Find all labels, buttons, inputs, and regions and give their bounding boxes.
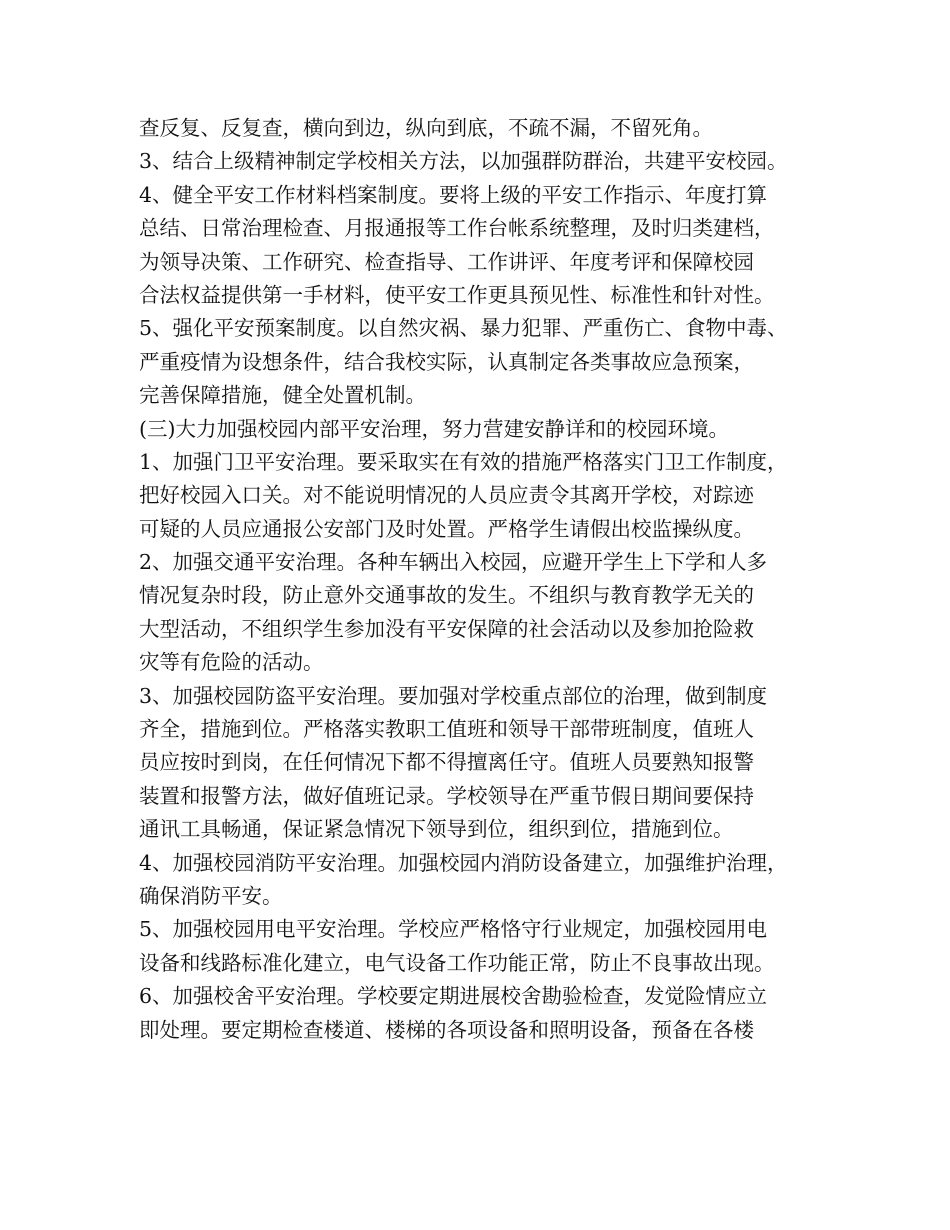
text-line: 3、结合上级精神制定学校相关方法，以加强群防群治，共建平安校园。 <box>139 149 788 174</box>
text-line: 可疑的人员应通报公安部门及时处置。严格学生请假出校监操纵度。 <box>139 516 754 541</box>
text-line: 1、加强门卫平安治理。要采取实在有效的措施严格落实门卫工作制度， <box>139 449 788 474</box>
text-line: 情况复杂时段，防止意外交通事故的发生。不组织与教育教学无关的 <box>139 583 754 608</box>
text-line: 5、强化平安预案制度。以自然灾祸、暴力犯罪、严重伤亡、食物中毒、 <box>139 316 788 341</box>
text-line: 设备和线路标准化建立，电气设备工作功能正常，防止不良事故出现。 <box>139 950 775 975</box>
text-line: 完善保障措施，健全处置机制。 <box>139 383 426 408</box>
document-body <box>139 112 839 1047</box>
text-line: 通讯工具畅通，保证紧急情况下领导到位，组织到位，措施到位。 <box>139 817 734 842</box>
text-line: 员应按时到岗，在任何情况下都不得擅离任守。值班人员要熟知报警 <box>139 750 754 775</box>
text-line: 确保消防平安。 <box>139 883 283 908</box>
text-line: (三)大力加强校园内部平安治理，努力营建安静详和的校园环境。 <box>139 416 729 441</box>
text-line: 4、健全平安工作材料档案制度。要将上级的平安工作指示、年度打算 <box>139 182 768 207</box>
text-line: 齐全，措施到位。严格落实教职工值班和领导干部带班制度，值班人 <box>139 717 754 742</box>
text-line: 严重疫情为设想条件，结合我校实际，认真制定各类事故应急预案， <box>139 349 754 374</box>
text-line: 合法权益提供第一手材料，使平安工作更具预见性、标准性和针对性。 <box>139 282 775 307</box>
text-line: 大型活动，不组织学生参加没有平安保障的社会活动以及参加抢险救 <box>139 616 754 641</box>
text-line: 查反复、反复查，横向到边，纵向到底，不疏不漏，不留死角。 <box>139 116 713 140</box>
text-line: 6、加强校舍平安治理。学校要定期进展校舍勘验检查，发觉险情应立 <box>139 984 768 1009</box>
text-line: 装置和报警方法，做好值班记录。学校领导在严重节假日期间要保持 <box>139 783 754 808</box>
text-line: 总结、日常治理检查、月报通报等工作台帐系统整理，及时归类建档， <box>139 216 775 241</box>
text-line: 2、加强交通平安治理。各种车辆出入校园，应避开学生上下学和人多 <box>139 550 768 575</box>
text-line: 灾等有危险的活动。 <box>139 650 324 675</box>
text-line: 把好校园入口关。对不能说明情况的人员应责令其离开学校，对踪迹 <box>139 483 754 508</box>
text-line: 3、加强校园防盗平安治理。要加强对学校重点部位的治理，做到制度 <box>139 683 768 708</box>
text-line: 为领导决策、工作研究、检查指导、工作讲评、年度考评和保障校园 <box>139 249 754 274</box>
text-line: 5、加强校园用电平安治理。学校应严格恪守行业规定，加强校园用电 <box>139 917 768 942</box>
text-line: 4、加强校园消防平安治理。加强校园内消防设备建立，加强维护治理， <box>139 850 788 875</box>
text-line: 即处理。要定期检查楼道、楼梯的各项设备和照明设备，预备在各楼 <box>139 1017 754 1042</box>
